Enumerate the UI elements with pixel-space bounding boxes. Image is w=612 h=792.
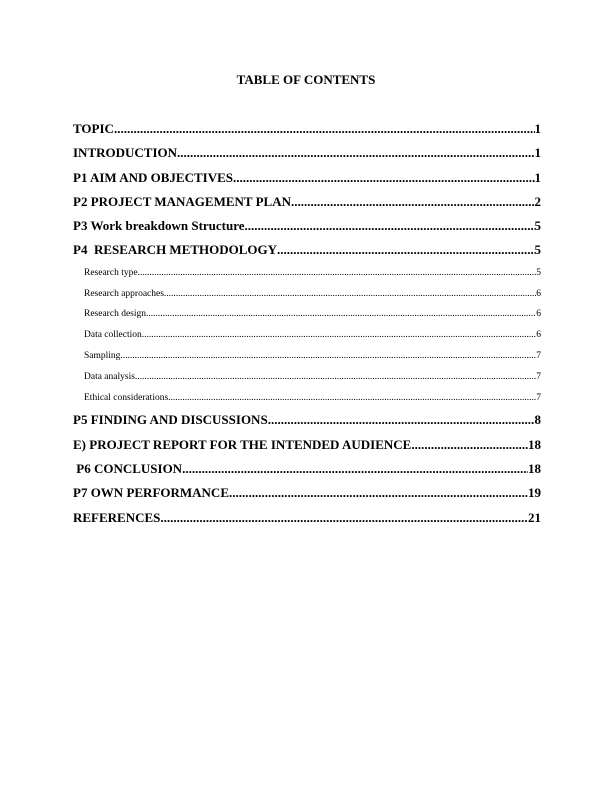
toc-page-number: 18: [528, 436, 541, 452]
toc-page-number: 1: [534, 121, 541, 136]
toc-entry-label: P1 AIM AND OBJECTIVES: [73, 169, 233, 185]
toc-entry-label: P7 OWN PERFORMANCE: [73, 485, 229, 501]
toc-page-number: 1: [534, 169, 541, 185]
toc-dot-leader: [245, 216, 535, 236]
toc-dot-leader: [138, 265, 537, 281]
toc-entry[interactable]: [73, 143, 541, 167]
toc-entry[interactable]: [73, 459, 541, 483]
toc-entry-label: Ethical considerations: [84, 392, 169, 403]
toc-entry[interactable]: [73, 369, 541, 390]
toc-dot-leader: [142, 327, 536, 343]
toc-dot-leader: [182, 459, 528, 479]
toc-page-number: 5: [536, 267, 541, 278]
toc-dot-leader: [233, 168, 535, 188]
toc-dot-leader: [164, 286, 536, 302]
toc-page-number: 2: [534, 193, 541, 209]
toc-page-number: 18: [528, 460, 541, 476]
toc-entry-label: Research design: [84, 309, 146, 320]
toc-entry-label: INTRODUCTION: [73, 145, 178, 161]
toc-entry-label: Research approaches: [84, 288, 164, 299]
toc-dot-leader: [411, 435, 528, 455]
toc-dot-leader: [291, 192, 535, 212]
toc-entry[interactable]: [73, 508, 541, 532]
toc-dot-leader: [268, 410, 535, 430]
toc-entry-label: Data collection: [84, 330, 142, 341]
toc-entry[interactable]: [73, 435, 541, 459]
toc-dot-leader: [146, 306, 536, 322]
toc-entry[interactable]: [73, 192, 541, 216]
toc-entry-label: P2 PROJECT MANAGEMENT PLAN: [73, 193, 291, 209]
toc-page-number: 6: [536, 288, 541, 299]
toc-entry-label: P3 Work breakdown Structure: [73, 218, 245, 234]
toc-entry[interactable]: [73, 327, 541, 348]
toc-entry-label: REFERENCES: [73, 509, 161, 525]
toc-entry-label: Data analysis: [84, 371, 135, 382]
toc-dot-leader: [277, 240, 534, 260]
toc-dot-leader: [114, 119, 535, 139]
toc-page-number: 5: [534, 242, 541, 258]
toc-page-number: 1: [534, 145, 541, 161]
toc-entry-label: P4 RESEARCH METHODOLOGY: [73, 242, 278, 258]
toc-page-number: 7: [536, 371, 541, 382]
toc-page-number: 5: [534, 218, 541, 234]
toc-entry[interactable]: [73, 216, 541, 240]
toc-page-number: 19: [528, 485, 541, 501]
toc-page-number: 6: [536, 330, 541, 341]
toc-dot-leader: [229, 483, 528, 503]
toc-entry[interactable]: [73, 286, 541, 307]
toc-page-number: 7: [536, 350, 541, 361]
toc-entry-label: P5 FINDING AND DISCUSSIONS: [73, 412, 268, 428]
toc-entry[interactable]: [73, 119, 541, 143]
toc-entry[interactable]: [73, 306, 541, 327]
toc-list: [73, 119, 541, 532]
toc-title: TABLE OF CONTENTS: [236, 72, 376, 87]
toc-dot-leader: [160, 508, 528, 528]
toc-entry-label: P6 CONCLUSION: [73, 460, 183, 476]
toc-entry[interactable]: [73, 348, 541, 369]
toc-entry-label: Research type: [84, 267, 138, 278]
toc-dot-leader: [120, 348, 536, 364]
toc-entry[interactable]: [73, 265, 541, 286]
toc-entry[interactable]: [73, 240, 541, 264]
toc-page-number: 7: [536, 392, 541, 403]
toc-page-number: 8: [534, 412, 541, 428]
toc-page-number: 21: [528, 509, 541, 525]
toc-entry-label: E) PROJECT REPORT FOR THE INTENDED AUDIENCE: [73, 436, 412, 452]
toc-entry-label: TOPIC: [73, 121, 114, 136]
toc-entry[interactable]: [73, 483, 541, 507]
toc-dot-leader: [177, 143, 534, 163]
toc-dot-leader: [135, 369, 536, 385]
toc-page-number: 6: [536, 309, 541, 320]
toc-entry-label: Sampling: [84, 350, 121, 361]
toc-entry[interactable]: [73, 410, 541, 434]
toc-entry[interactable]: [73, 168, 541, 192]
toc-entry[interactable]: [73, 390, 541, 411]
toc-dot-leader: [168, 390, 536, 406]
